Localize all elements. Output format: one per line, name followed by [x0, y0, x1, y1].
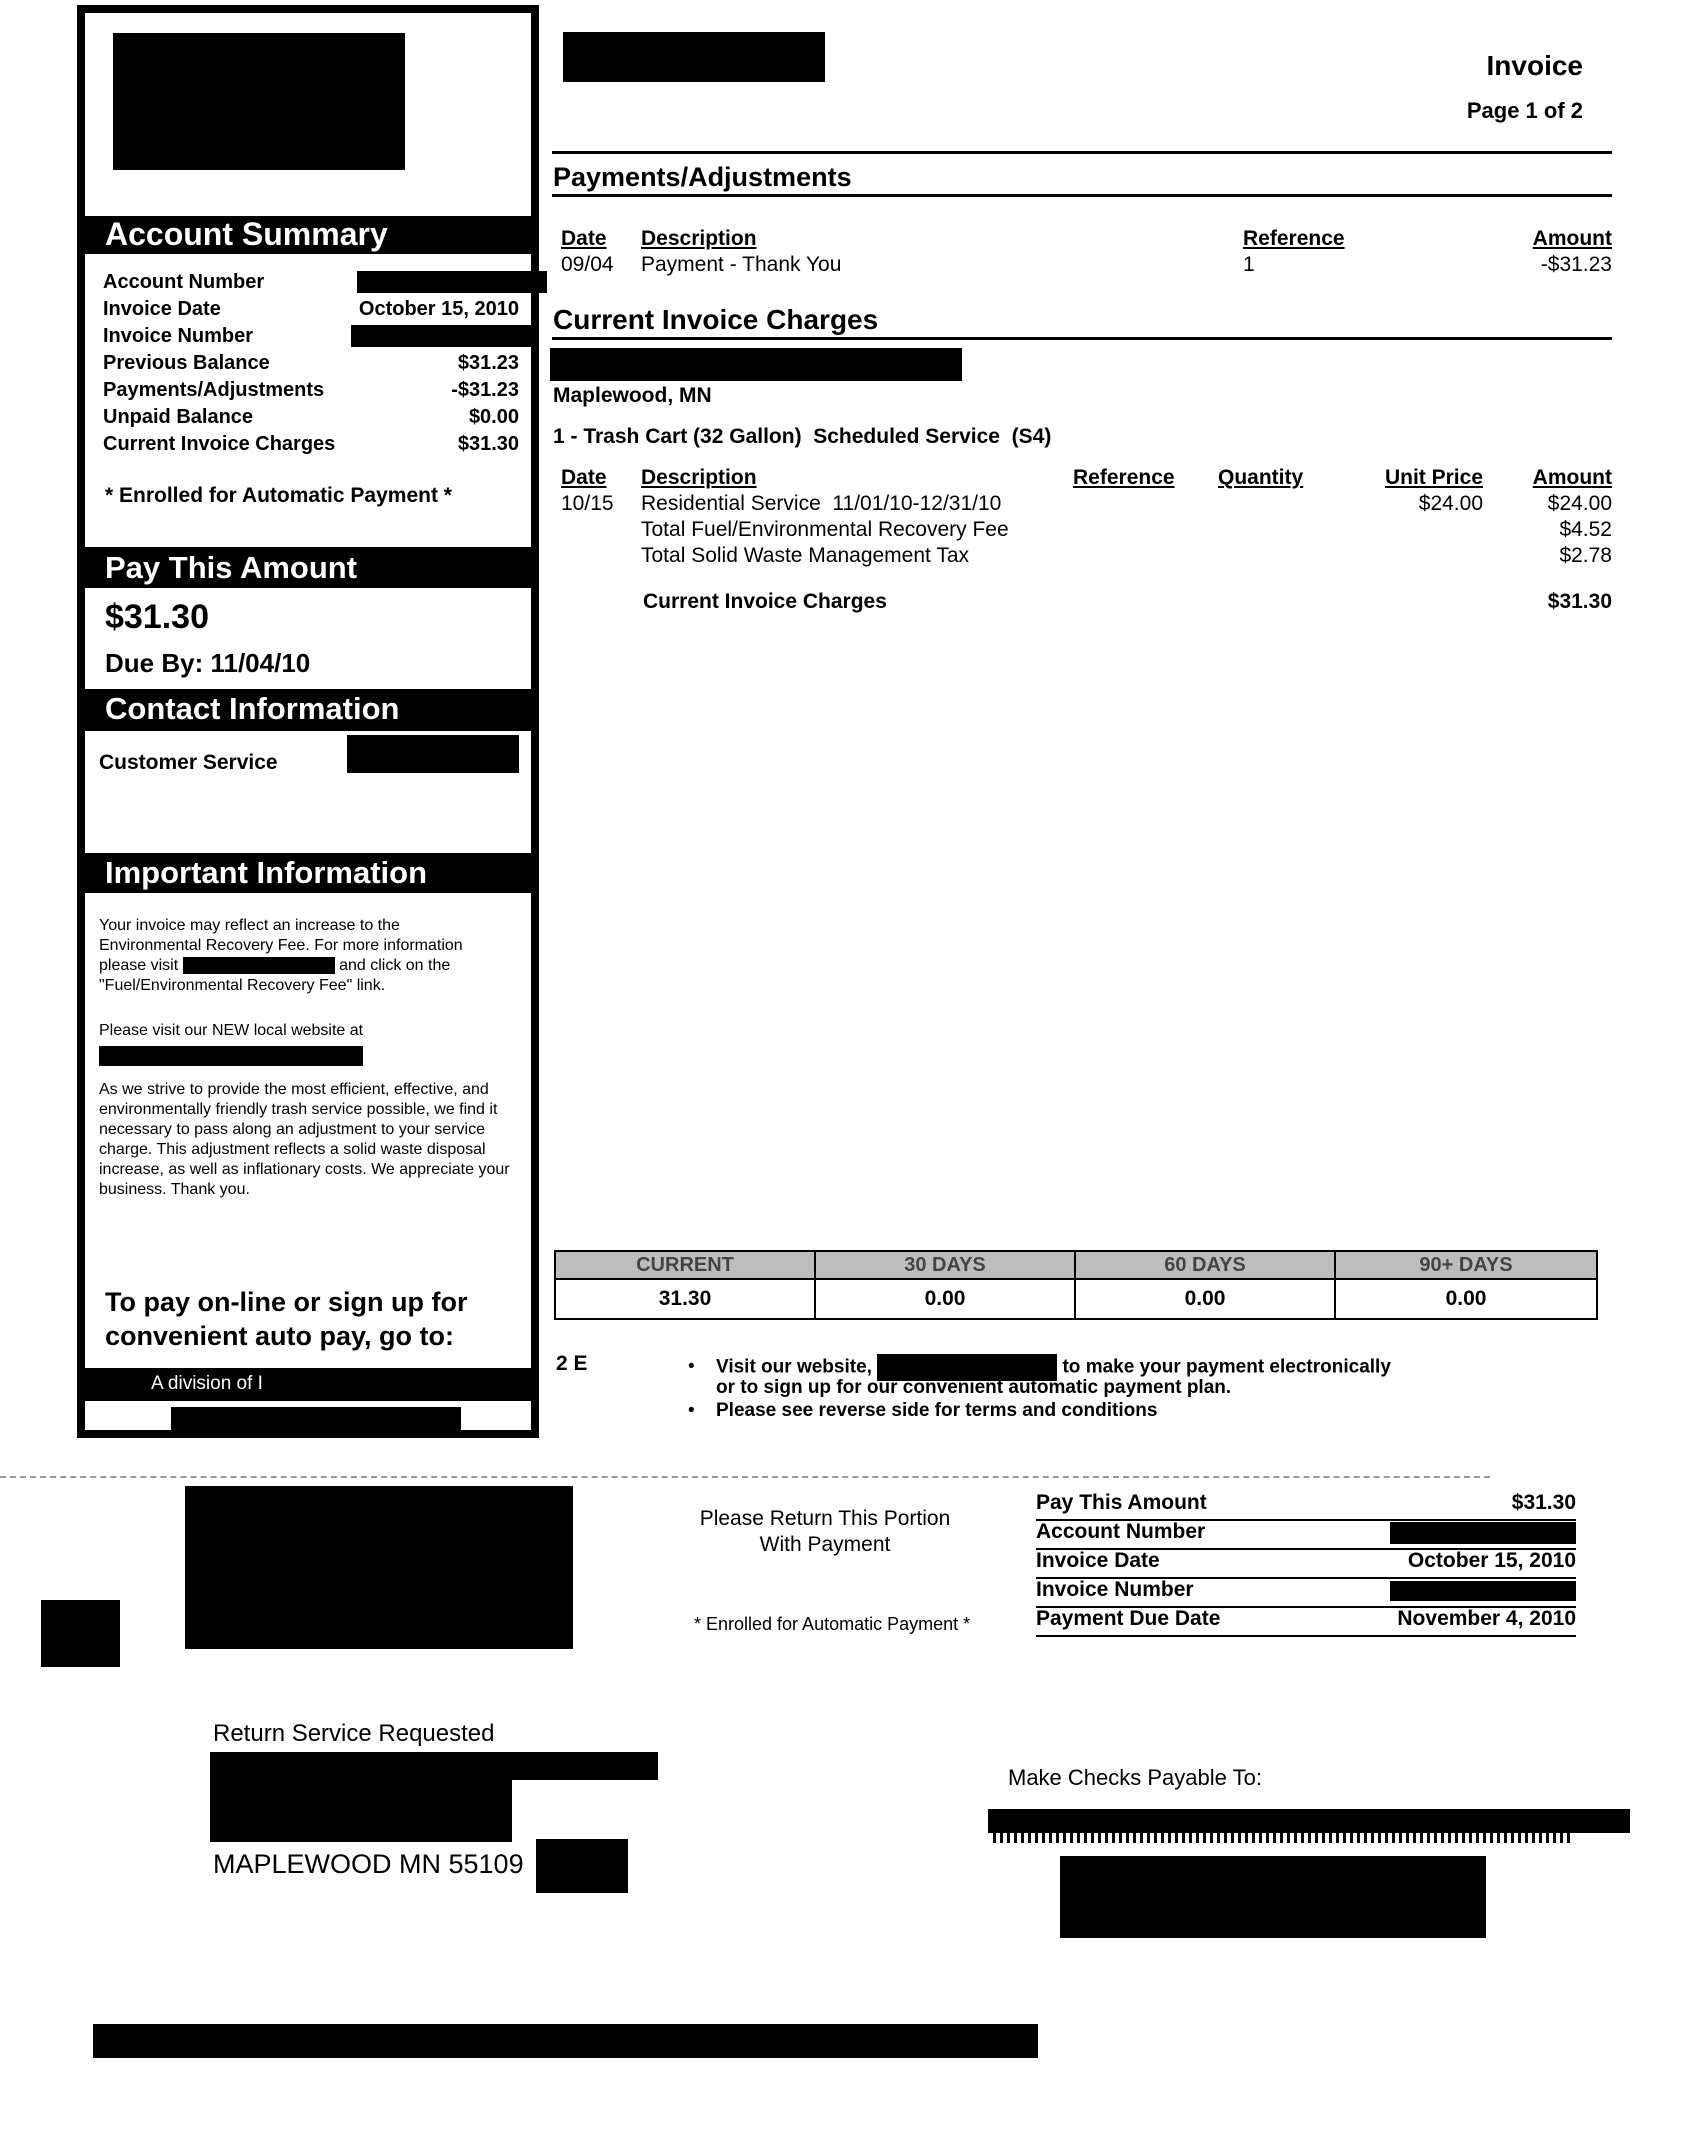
aging-header: CURRENT [556, 1252, 816, 1278]
aging-header: 30 DAYS [816, 1252, 1076, 1278]
aging-header: 90+ DAYS [1336, 1252, 1596, 1278]
col-date: Date [561, 227, 607, 250]
return-portion-line: Please Return This Portion [699, 1507, 951, 1530]
stub-value: November 4, 2010 [1397, 1607, 1576, 1630]
make-checks-payable: Make Checks Payable To: [1008, 1765, 1262, 1790]
stub-value: October 15, 2010 [1407, 1549, 1576, 1572]
page-indicator: Page 1 of 2 [1466, 98, 1583, 123]
col-amount: Amount [1532, 227, 1612, 250]
payee-address-redacted [1060, 1856, 1486, 1938]
payments-section-title: Payments/Adjustments [553, 162, 852, 192]
fee-notice-line: "Fuel/Environmental Recovery Fee" link. [99, 977, 386, 994]
fee-notice-text: please visit [99, 957, 179, 974]
summary-label: Unpaid Balance [103, 406, 254, 428]
bullet-icon: • [688, 1400, 695, 1421]
stub-label: Pay This Amount [1036, 1491, 1207, 1514]
col-description: Description [641, 466, 757, 489]
stub-value: $31.30 [1511, 1491, 1576, 1514]
customer-service-phone-redacted [347, 735, 519, 773]
stub-row [1036, 1607, 1576, 1637]
col-reference: Reference [1073, 466, 1175, 489]
pay-online-prompt: To pay on-line or sign up for convenient auto pay, go to: [105, 1287, 468, 1351]
charges-total-label: Current Invoice Charges [643, 590, 887, 613]
website-redacted [183, 957, 335, 974]
bullet-icon: • [688, 1356, 695, 1377]
charge-description: Residential Service 11/01/10-12/31/10 [641, 492, 1002, 515]
summary-label: Invoice Date [103, 298, 221, 320]
fee-notice-line: Your invoice may reflect an increase to the [99, 917, 400, 934]
payment-amount: -$31.23 [1540, 253, 1612, 276]
scan-mark [41, 1600, 120, 1667]
aging-value: 0.00 [1445, 1287, 1487, 1310]
website-notice: Please visit our NEW local website at [99, 1022, 364, 1039]
pay-this-amount-header [85, 550, 531, 588]
payee-barcode-bar [988, 1809, 1630, 1833]
invoice-number-redacted [1390, 1581, 1576, 1601]
return-portion-line: With Payment [759, 1533, 891, 1556]
charge-unit-price: $24.00 [1418, 492, 1483, 515]
charge-date: 10/15 [561, 492, 614, 515]
return-portion-text [690, 1506, 960, 1558]
fee-notice-line [99, 956, 519, 976]
charge-amount: $24.00 [1547, 492, 1612, 515]
customer-service-label: Customer Service [99, 751, 278, 774]
summary-label: Previous Balance [103, 352, 270, 374]
header-rule [552, 151, 1612, 154]
charge-description: Total Fuel/Environmental Recovery Fee [641, 518, 1009, 541]
bullet-website-line2: or to sign up for our convenient automatic payment plan. [716, 1377, 1232, 1398]
division-footer [85, 1368, 531, 1401]
summary-label: Current Invoice Charges [103, 433, 336, 455]
summary-value: -$31.23 [451, 379, 519, 401]
auto-pay-note: * Enrolled for Automatic Payment * [105, 484, 452, 507]
fee-notice-line: Environmental Recovery Fee. For more information [99, 937, 463, 954]
summary-label: Account Number [103, 271, 265, 293]
fee-notice [99, 916, 519, 996]
payment-reference: 1 [1243, 253, 1255, 276]
col-description: Description [641, 227, 757, 250]
charge-amount: $2.78 [1559, 544, 1612, 567]
bullet-terms: Please see reverse side for terms and conditions [716, 1400, 1158, 1421]
stub-label: Invoice Number [1036, 1578, 1194, 1601]
parent-company-redacted [171, 1407, 461, 1431]
service-address-redacted [550, 348, 962, 381]
company-logo-redacted [563, 32, 825, 82]
important-information-header [85, 853, 531, 893]
col-amount: Amount [1532, 466, 1612, 489]
postal-barcode [993, 1833, 1573, 1843]
account-summary-title: Account Summary [105, 216, 388, 252]
stub-row [1036, 1491, 1576, 1521]
payment-description: Payment - Thank You [641, 253, 842, 276]
company-logo-redacted [113, 33, 405, 170]
account-number-redacted [357, 271, 547, 293]
fee-notice-text: and click on the [339, 957, 451, 974]
return-service-requested: Return Service Requested [213, 1720, 495, 1747]
charges-total-amount: $31.30 [1547, 590, 1612, 613]
customer-name-redacted [210, 1752, 658, 1780]
stub-label: Invoice Date [1036, 1549, 1160, 1572]
charge-amount: $4.52 [1559, 518, 1612, 541]
scan-line-redacted [93, 2024, 1038, 2058]
aging-value: 0.00 [816, 1278, 1076, 1320]
local-website-redacted [99, 1046, 363, 1066]
due-by-date: Due By: 11/04/10 [105, 648, 311, 678]
stub-row [1036, 1520, 1576, 1550]
important-information-title: Important Information [105, 855, 428, 890]
account-sidebar [77, 5, 539, 1438]
aging-value: 31.30 [556, 1278, 816, 1320]
summary-label: Invoice Number [103, 325, 254, 347]
account-summary-header [85, 216, 531, 254]
pay-this-amount-title: Pay This Amount [105, 550, 358, 585]
summary-value: October 15, 2010 [358, 298, 519, 320]
summary-value: $0.00 [468, 406, 519, 428]
service-location: Maplewood, MN [553, 384, 712, 407]
charges-rule [552, 337, 1612, 340]
col-date: Date [561, 466, 607, 489]
aging-header: 60 DAYS [1076, 1252, 1336, 1278]
invoice-title: Invoice [1486, 50, 1583, 81]
account-number-redacted [1390, 1522, 1576, 1544]
stub-label: Account Number [1036, 1520, 1206, 1543]
summary-value: $31.23 [457, 352, 519, 374]
invoice-number-redacted [351, 325, 531, 347]
charges-section-title: Current Invoice Charges [553, 304, 879, 335]
stub-row [1036, 1549, 1576, 1579]
division-text: A division of I [151, 1373, 263, 1394]
tear-line [0, 1476, 1490, 1478]
adjustment-notice: As we strive to provide the most efficient, effective, and environmentally friendly trash service possible, we find it necessary to pass along an adjustment to your service charge. This adjustment reflects a solid waste disposal increase, as well as inflationary costs. We appreciate your business. Thank you. [99, 1081, 510, 1198]
summary-label: Payments/Adjustments [103, 379, 325, 401]
col-unit-price: Unit Price [1384, 466, 1483, 489]
zip-extension-redacted [536, 1839, 628, 1893]
customer-address-redacted [210, 1780, 512, 1842]
col-quantity: Quantity [1218, 466, 1304, 489]
summary-value: $31.30 [457, 433, 519, 455]
stub-label: Payment Due Date [1036, 1607, 1221, 1630]
service-line: 1 - Trash Cart (32 Gallon) Scheduled Service (S4) [553, 425, 1052, 448]
contact-information-header [85, 689, 531, 731]
pay-amount-value: $31.30 [105, 598, 209, 636]
stub-row [1036, 1578, 1576, 1608]
aging-summary-table [554, 1250, 1598, 1320]
aging-value: 0.00 [1076, 1278, 1336, 1320]
route-code: 2 E [556, 1352, 588, 1375]
customer-city-line: MAPLEWOOD MN 55109 [213, 1849, 524, 1879]
charge-description: Total Solid Waste Management Tax [641, 544, 970, 567]
contact-information-title: Contact Information [105, 691, 400, 726]
payments-rule [552, 194, 1612, 197]
bullet-text: Visit our website, [716, 1356, 872, 1378]
col-reference: Reference [1243, 227, 1345, 250]
bullet-text: to make your payment electronically [1062, 1356, 1391, 1378]
payment-date: 09/04 [561, 253, 614, 276]
return-address-redacted [185, 1486, 573, 1649]
stub-auto-pay-note: * Enrolled for Automatic Payment * [694, 1614, 971, 1634]
